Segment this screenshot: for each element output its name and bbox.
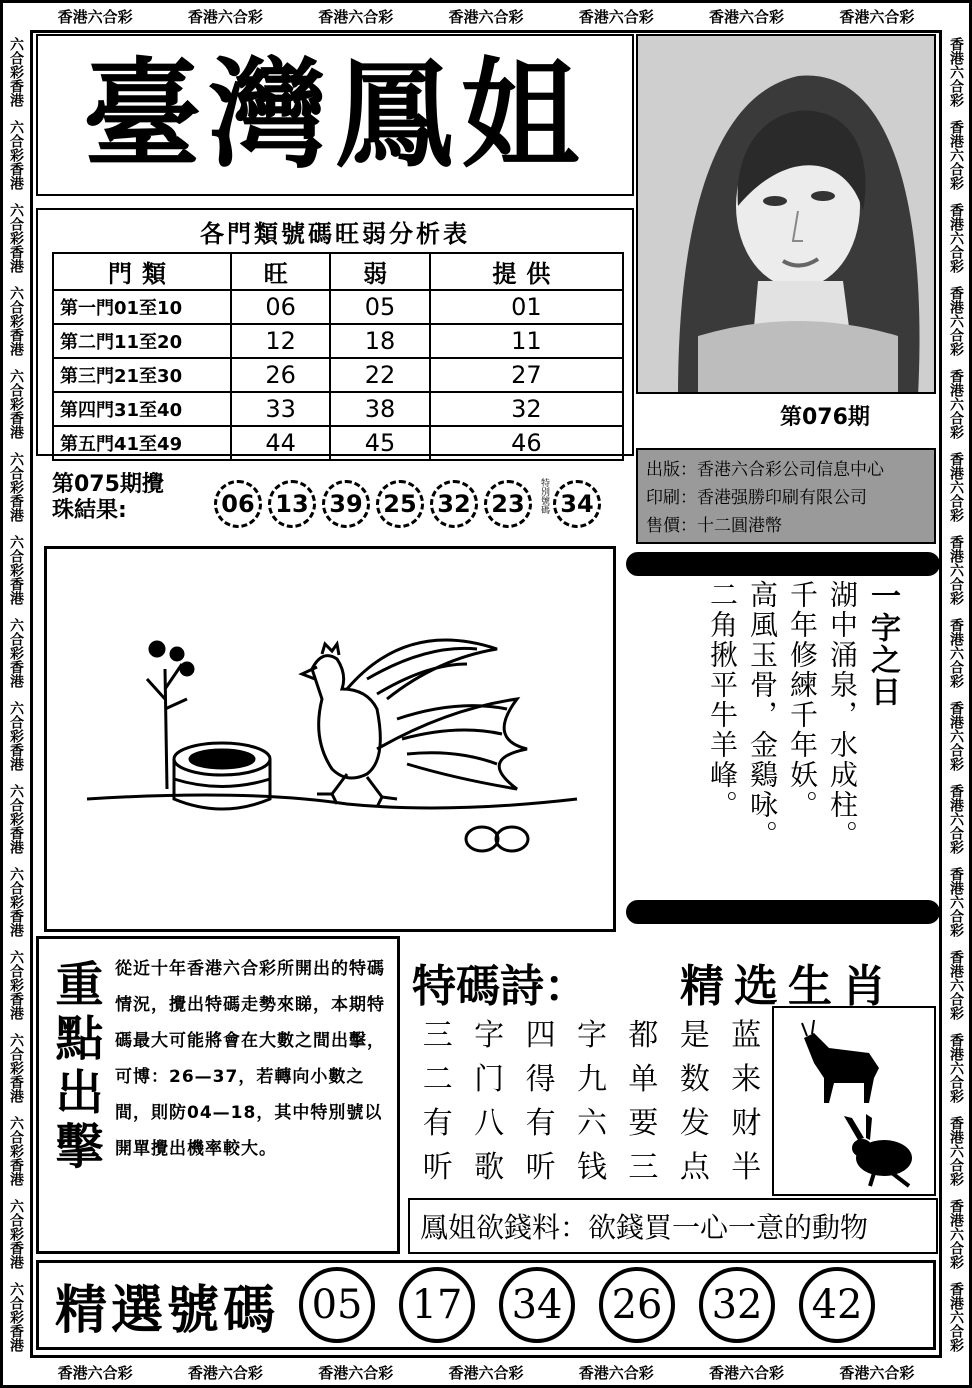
offer-cell: 01 xyxy=(430,290,623,324)
portrait-illustration xyxy=(638,36,936,394)
goat-and-rabbit-illustration xyxy=(774,1008,934,1194)
highlight-text: 從近十年香港六合彩所開出的特碼情況，攪出特碼走勢來睇，本期特碼最大可能將會在大數之間出擊，可博：26—37，若轉向小數之間，則防04—18，其中特別號以開單攪出機率較大。 xyxy=(115,959,385,1159)
scroll-top-rod xyxy=(626,552,940,576)
poem-char: 八 xyxy=(474,1106,505,1141)
publish-info xyxy=(636,448,936,544)
title-box xyxy=(36,34,634,196)
table-header-row xyxy=(53,253,623,290)
banner-text: 香港六合彩 xyxy=(948,368,964,439)
banner-text: 香港六合彩 xyxy=(448,7,524,26)
banner-text: 香港六合彩 xyxy=(948,451,964,522)
pick-ball: 26 xyxy=(599,1267,675,1343)
pick-ball: 42 xyxy=(799,1267,875,1343)
poem-char: 歌 xyxy=(474,1150,505,1185)
weak-cell: 38 xyxy=(330,392,429,426)
banner-text: 六合彩香港 xyxy=(8,1281,24,1352)
banner-text: 香港六合彩 xyxy=(709,7,785,26)
banner-text: 香港六合彩 xyxy=(948,949,964,1020)
last-result-label xyxy=(52,472,202,524)
result-ball: 25 xyxy=(376,480,424,528)
banner-text: 香港六合彩 xyxy=(948,1032,964,1103)
poem-char: 钱 xyxy=(576,1150,607,1185)
header-offer: 提供 xyxy=(430,253,623,290)
banner-text: 六合彩香港 xyxy=(8,700,24,771)
poem-char: 字 xyxy=(576,1018,607,1053)
poem-char: 发 xyxy=(679,1106,710,1141)
portrait-photo xyxy=(636,34,936,394)
riddle-line: 二角揪平牛羊峰。 xyxy=(706,580,739,820)
poem-char: 来 xyxy=(731,1062,762,1097)
banner-text: 香港六合彩 xyxy=(578,1363,654,1382)
banner-text: 六合彩香港 xyxy=(8,451,24,522)
banner-text: 香港六合彩 xyxy=(948,700,964,771)
riddle-scroll xyxy=(660,580,900,890)
poem-char: 字 xyxy=(474,1018,505,1053)
poem-char: 二 xyxy=(422,1062,453,1097)
header-door: 門類 xyxy=(53,253,231,290)
banner-text: 香港六合彩 xyxy=(578,7,654,26)
banner-text: 香港六合彩 xyxy=(448,1363,524,1382)
door-cell: 第四門31至40 xyxy=(53,392,231,426)
left-banner-strip xyxy=(2,30,30,1358)
poem-char: 都 xyxy=(628,1018,659,1053)
banner-text: 六合彩香港 xyxy=(8,202,24,273)
banner-text: 香港六合彩 xyxy=(57,1363,133,1382)
poem-char: 得 xyxy=(525,1062,556,1097)
poem-char: 单 xyxy=(628,1062,659,1097)
poem-char: 有 xyxy=(525,1106,556,1141)
poem-char: 点 xyxy=(679,1150,710,1185)
banner-text: 香港六合彩 xyxy=(948,36,964,107)
banner-text: 香港六合彩 xyxy=(839,7,915,26)
poem-char: 听 xyxy=(525,1150,556,1185)
result-ball: 32 xyxy=(430,480,478,528)
pick-ball: 34 xyxy=(499,1267,575,1343)
banner-text: 香港六合彩 xyxy=(948,285,964,356)
riddle-line: 千年修練千年妖。 xyxy=(786,580,819,820)
zodiac-title: 精选生肖 xyxy=(680,961,896,1012)
table-row xyxy=(53,426,623,460)
riddle-line: 湖中涌泉，水成柱。 xyxy=(826,580,859,850)
table-row xyxy=(53,392,623,426)
banner-text: 六合彩香港 xyxy=(8,1032,24,1103)
strong-cell: 12 xyxy=(231,324,330,358)
wish-line: 鳳姐欲錢料：欲錢買一心一意的動物 xyxy=(408,1198,938,1254)
weak-cell: 18 xyxy=(330,324,429,358)
bottom-banner-strip xyxy=(30,1358,942,1386)
pick-ball: 05 xyxy=(299,1267,375,1343)
poem-grid xyxy=(412,1018,772,1186)
banner-text: 六合彩香港 xyxy=(8,617,24,688)
banner-text: 六合彩香港 xyxy=(8,534,24,605)
poem-char: 半 xyxy=(731,1150,762,1185)
banner-text: 六合彩香港 xyxy=(8,1198,24,1269)
door-cell: 第三門21至30 xyxy=(53,358,231,392)
poem-char: 有 xyxy=(422,1106,453,1141)
pick-ball: 17 xyxy=(399,1267,475,1343)
banner-text: 香港六合彩 xyxy=(318,1363,394,1382)
poem-char: 九 xyxy=(576,1062,607,1097)
door-cell: 第五門41至49 xyxy=(53,426,231,460)
weak-cell: 22 xyxy=(330,358,429,392)
banner-text: 香港六合彩 xyxy=(57,7,133,26)
poem-char: 要 xyxy=(628,1106,659,1141)
analysis-table xyxy=(52,252,624,461)
page-title: 臺灣鳳姐 xyxy=(82,45,587,184)
last-result-label-line2: 珠結果: xyxy=(52,498,127,523)
banner-text: 香港六合彩 xyxy=(948,534,964,605)
header-weak: 弱 xyxy=(330,253,429,290)
poem-char: 三 xyxy=(628,1150,659,1185)
banner-text: 香港六合彩 xyxy=(948,866,964,937)
result-ball: 39 xyxy=(322,480,370,528)
last-result-label-line1: 第075期攪 xyxy=(52,472,164,497)
picks-bar xyxy=(36,1260,936,1350)
poem-title: 特碼詩： xyxy=(412,961,588,1012)
banner-text: 香港六合彩 xyxy=(948,1198,964,1269)
banner-text: 香港六合彩 xyxy=(948,119,964,190)
table-row xyxy=(53,358,623,392)
door-cell: 第一門01至10 xyxy=(53,290,231,324)
scroll-bottom-rod xyxy=(626,900,940,924)
strong-cell: 06 xyxy=(231,290,330,324)
banner-text: 六合彩香港 xyxy=(8,949,24,1020)
banner-text: 六合彩香港 xyxy=(8,368,24,439)
publisher-line: 出版：香港六合彩公司信息中心 xyxy=(646,460,884,480)
offer-cell: 46 xyxy=(430,426,623,460)
table-row xyxy=(53,324,623,358)
price-line: 售價：十二圓港幣 xyxy=(646,516,782,536)
poem-char: 听 xyxy=(422,1150,453,1185)
banner-text: 六合彩香港 xyxy=(8,36,24,107)
picks-title: 精選號碼 xyxy=(55,1280,280,1341)
result-ball: 06 xyxy=(214,480,262,528)
rooster-illustration xyxy=(47,549,613,929)
analysis-table-box xyxy=(36,208,634,456)
banner-text: 香港六合彩 xyxy=(948,1115,964,1186)
analysis-table-title: 各門類號碼旺弱分析表 xyxy=(200,220,470,248)
animal-box xyxy=(772,1006,936,1196)
banner-text: 香港六合彩 xyxy=(187,7,263,26)
banner-text: 六合彩香港 xyxy=(8,866,24,937)
weak-cell: 05 xyxy=(330,290,429,324)
strong-cell: 26 xyxy=(231,358,330,392)
poem-char: 是 xyxy=(679,1018,710,1053)
header-strong: 旺 xyxy=(231,253,330,290)
poem-char: 蓝 xyxy=(731,1018,762,1053)
banner-text: 六合彩香港 xyxy=(8,119,24,190)
top-banner-strip xyxy=(30,2,942,30)
banner-text: 香港六合彩 xyxy=(948,202,964,273)
riddle-heading: 一字之日 xyxy=(865,580,900,708)
banner-text: 香港六合彩 xyxy=(948,617,964,688)
highlight-box xyxy=(36,936,400,1254)
banner-text: 六合彩香港 xyxy=(8,285,24,356)
pick-ball: 32 xyxy=(699,1267,775,1343)
poem-char: 财 xyxy=(731,1106,762,1141)
poem-char: 数 xyxy=(679,1062,710,1097)
banner-text: 香港六合彩 xyxy=(948,783,964,854)
special-number-note: 特別號碼 xyxy=(539,478,549,514)
riddle-line: 高風玉骨，金鷄咏。 xyxy=(746,580,779,850)
offer-cell: 27 xyxy=(430,358,623,392)
highlight-title: 重點出擊 xyxy=(47,959,103,1175)
rooster-illustration-panel xyxy=(44,546,616,932)
banner-text: 香港六合彩 xyxy=(318,7,394,26)
strong-cell: 44 xyxy=(231,426,330,460)
poem-char: 三 xyxy=(422,1018,453,1053)
strong-cell: 33 xyxy=(231,392,330,426)
poem-char: 门 xyxy=(474,1062,505,1097)
banner-text: 六合彩香港 xyxy=(8,783,24,854)
banner-text: 香港六合彩 xyxy=(839,1363,915,1382)
issue-number: 第076期 xyxy=(780,405,870,430)
banner-text: 六合彩香港 xyxy=(8,1115,24,1186)
weak-cell: 45 xyxy=(330,426,429,460)
right-banner-strip xyxy=(942,30,970,1358)
banner-text: 香港六合彩 xyxy=(187,1363,263,1382)
poem-char: 四 xyxy=(525,1018,556,1053)
offer-cell: 32 xyxy=(430,392,623,426)
result-ball: 13 xyxy=(268,480,316,528)
banner-text: 香港六合彩 xyxy=(948,1281,964,1352)
door-cell: 第二門11至20 xyxy=(53,324,231,358)
result-ball: 23 xyxy=(484,480,532,528)
last-result-balls xyxy=(214,478,607,530)
poem-char: 六 xyxy=(576,1106,607,1141)
offer-cell: 11 xyxy=(430,324,623,358)
table-row xyxy=(53,290,623,324)
special-ball: 34 xyxy=(553,480,601,528)
banner-text: 香港六合彩 xyxy=(709,1363,785,1382)
printer-line: 印刷：香港强勝印刷有限公司 xyxy=(646,488,867,508)
